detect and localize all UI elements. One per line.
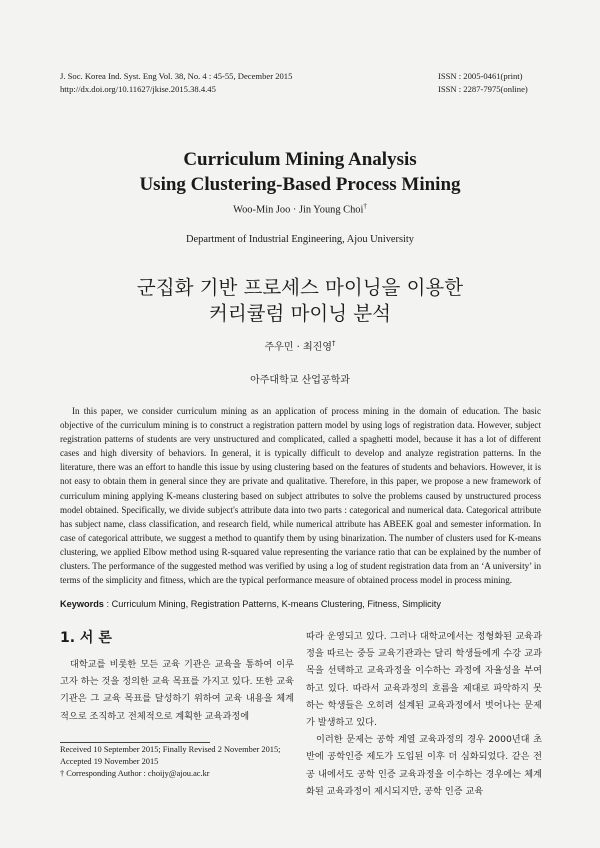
introduction-paragraph-2: 이러한 문제는 공학 계열 교육과정의 경우 2000년대 초반에 공학인증 제도가 도입된 이후 더 심화되었다. 같은 전공 내에서도 공학 인증 교육과정을 이수하는 경우에는 체계화된 교육과정이 제시되지만, 공학 인증 교육 — [306, 734, 542, 797]
received-date: Received 10 September 2015; Finally Revised 2 November 2015; — [60, 745, 281, 754]
paper-title-ko — [0, 275, 600, 327]
authors-ko-names: 주우민 · 최진영 — [264, 342, 332, 353]
footnotes — [60, 744, 300, 781]
paper-title-ko-line2: 커리큘럼 마이닝 분석 — [209, 302, 391, 325]
accepted-date: Accepted 19 November 2015 — [60, 757, 159, 767]
corresponding-author: † Corresponding Author : choijy@ajou.ac.kr — [60, 769, 210, 779]
paper-title-en-line2: Using Clustering-Based Process Mining — [139, 174, 461, 195]
paper-title-ko-line1: 군집화 기반 프로세스 마이닝을 이용한 — [136, 276, 464, 299]
authors-en-names: Woo-Min Joo · Jin Young Choi — [233, 204, 364, 216]
keywords-text: : Curriculum Mining, Registration Patterns, K-means Clustering, Fitness, Simplicity — [106, 599, 441, 609]
authors-en — [0, 202, 600, 215]
keywords-label: Keywords — [60, 599, 104, 609]
journal-citation-block — [60, 70, 292, 96]
body-column-left — [60, 628, 294, 725]
body-column-right — [306, 628, 542, 800]
paper-title-en — [0, 147, 600, 197]
abstract-text: In this paper, we consider curriculum mining as an application of process mining in the domain of education. The basic objective of the curriculum mining is to construct a registration pattern model by using logs of registration data. However, subject registration patterns of students are very unstructured and complicated, called a spaghetti model, because it has a lot of different cases and high diversity of behaviors. In general, it is typically difficult to develop and analyze registration patterns. In the literature, there was an effort to handle this issue by using clustering based on the features of students and behaviors. However, it is not easy to obtain them in general since they are private and qualitative. Therefore, in this paper, we propose a new framework of curriculum mining applying K-means clustering based on subject attributes to solve the problems caused by unstructured process model obtained. Specifically, we divide subject's attribute data into two parts : categorical and numerical data. Categorical attribute has subject name, class classification, and research field, while numerical attribute has ABEEK goal and semester information. In case of categorical attribute, we suggest a method to quantify them by using binarization. The number of clusters used for K-means clustering, we applied Elbow method using R-squared value representing the variance ratio that can be explained by the number of clusters. The performance of the suggested method was verified by using a log of student registration data from an ‘A university’ in terms of the simplicity and fitness, which are the typical performance measure of obtained process model in process mining. — [60, 406, 541, 586]
footnote-divider — [60, 742, 210, 743]
journal-citation: J. Soc. Korea Ind. Syst. Eng Vol. 38, No. 4 : 45-55, December 2015 — [60, 71, 293, 81]
doi-link[interactable]: http://dx.doi.org/10.11627/jkise.2015.38.4.45 — [60, 84, 216, 94]
introduction-paragraph-1-cont: 따라 운영되고 있다. 그러나 대학교에서는 정형화된 교육과정을 따르는 중등 교육기관과는 달리 학생들에게 수강 교과목을 선택하고 교육과정을 이수하는 과정에 자율성을 부여하고 있다. 따라서 교육과정의 흐름을 제대로 파악하지 못하는 학생들은 오히려 설계된 교육과정에서 벗어나는 문제가 발생하고 있다. — [306, 631, 542, 729]
department-en: Department of Industrial Engineering, Ajou University — [186, 234, 414, 245]
issn-block — [438, 70, 528, 96]
introduction-paragraph-1: 대학교를 비롯한 모든 교육 기관은 교육을 통하여 이루고자 하는 것을 정의한 교육 목표를 가지고 있다. 또한 교육기관은 그 교육 목표를 달성하기 위하여 교육 내용을 체계적으로 조직하고 전체적으로 계획한 교육과정에 — [60, 659, 294, 722]
keywords — [60, 599, 541, 609]
issn-online: ISSN : 2287-7975(online) — [438, 84, 528, 94]
issn-print: ISSN : 2005-0461(print) — [438, 71, 523, 81]
abstract — [60, 404, 541, 587]
department-ko: 아주대학교 산업공학과 — [250, 375, 350, 386]
paper-title-en-line1: Curriculum Mining Analysis — [183, 149, 417, 170]
corresponding-mark-ko: † — [332, 339, 336, 348]
authors-ko — [0, 338, 600, 353]
section-heading-introduction: 1. 서 론 — [60, 630, 112, 646]
corresponding-mark-en: † — [363, 202, 367, 210]
